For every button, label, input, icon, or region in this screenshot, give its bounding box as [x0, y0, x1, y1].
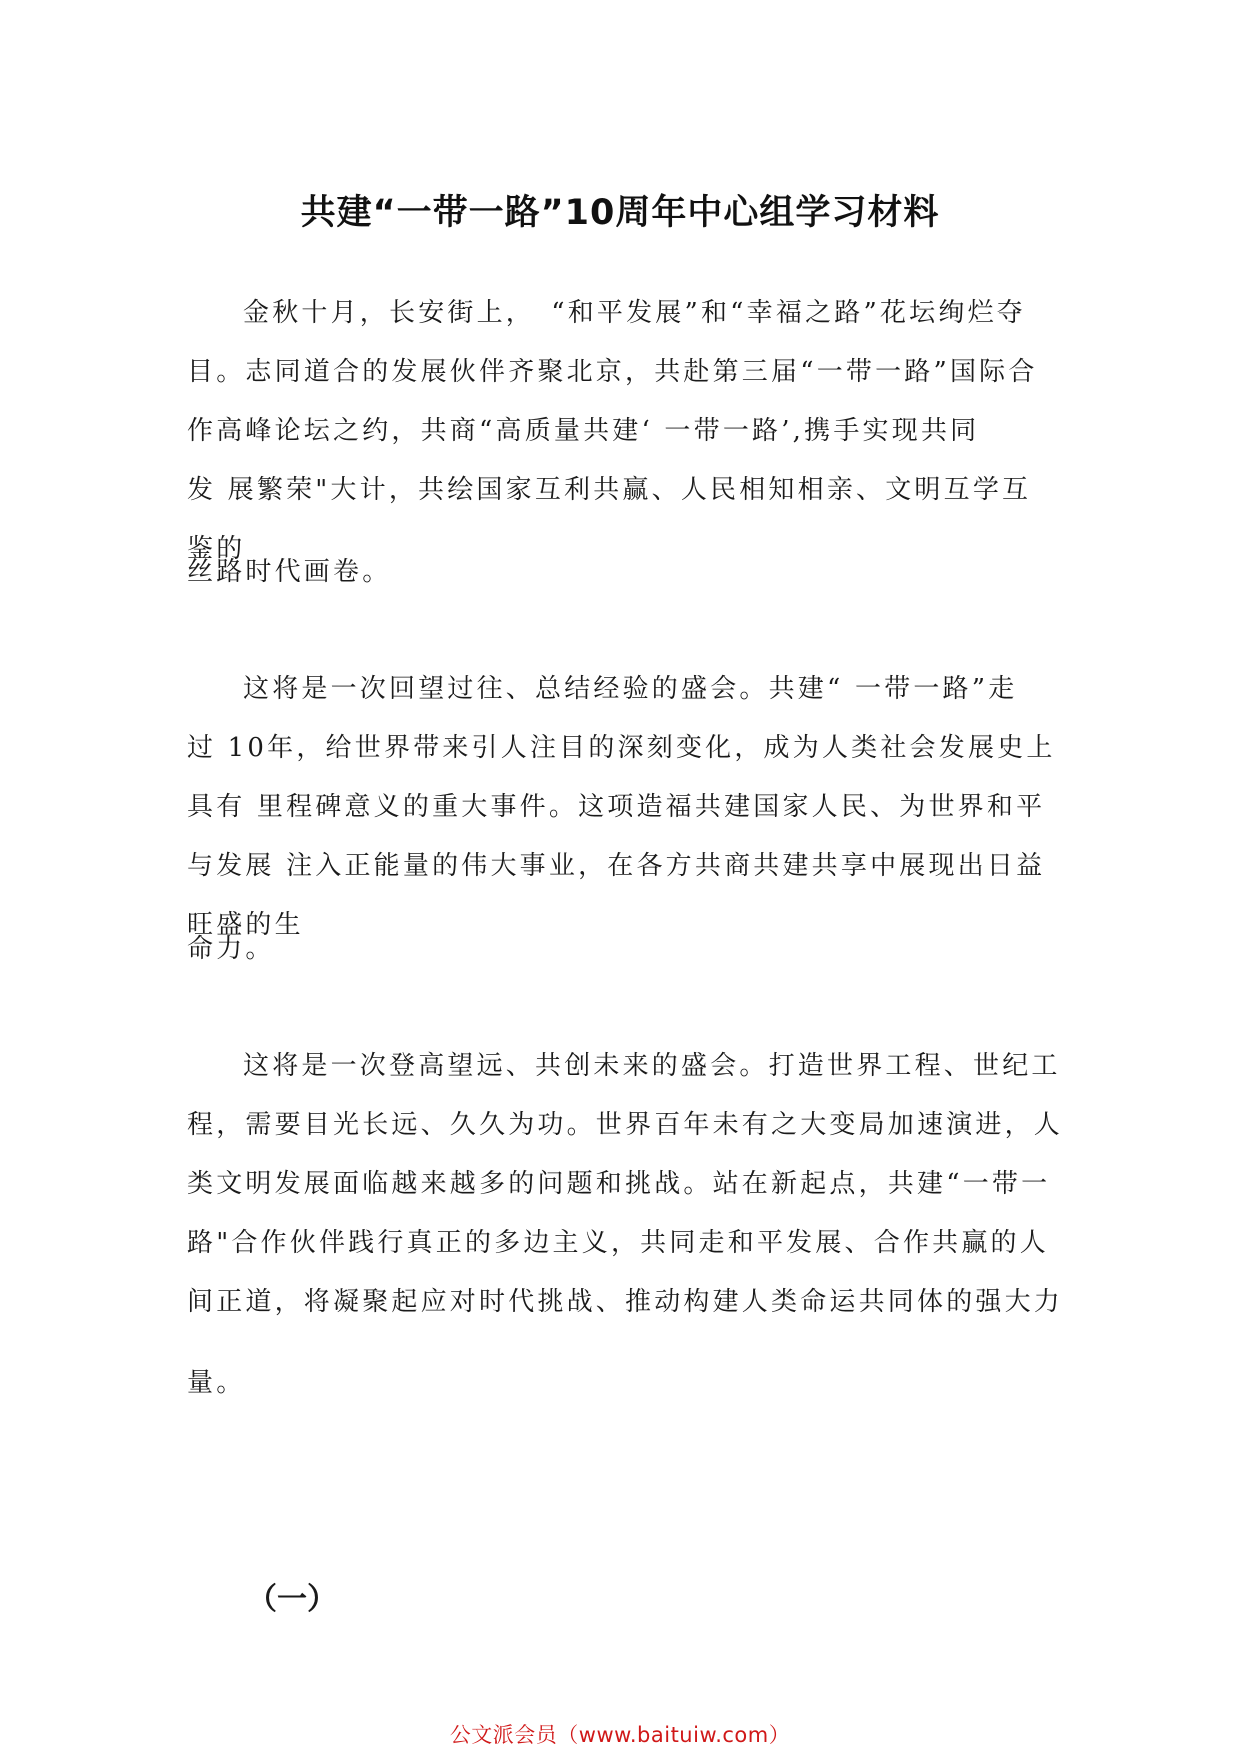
footer-watermark: 公文派会员（www.baituiw.com）: [449, 1723, 791, 1747]
paragraph-2: [187, 660, 1056, 955]
paragraph-3-tail: 量。: [187, 1368, 246, 1398]
paragraph-line: 发 展繁荣"大计，共绘国家互利共赢、人民相知相亲、文明互学互: [187, 475, 1032, 505]
paragraph-line: 旺盛的生: [187, 910, 304, 940]
paragraph-line: 过 10年，给世界带来引人注目的深刻变化，成为人类社会发展史上: [187, 733, 1056, 763]
paragraph-line: 间正道，将凝聚起应对时代挑战、推动构建人类命运共同体的强大力: [187, 1287, 1064, 1317]
paragraph-line: 鉴的: [187, 534, 246, 564]
paragraph-line: 类文明发展面临越来越多的问题和挑战。站在新起点，共建“一带一: [187, 1169, 1051, 1199]
paragraph-1-tail: 丝路时代画卷。: [187, 557, 392, 587]
paragraph-line: 金秋十月，长安街上， “和平发展”和“幸福之路”花坛绚烂夺: [243, 298, 1026, 328]
paragraph-2-tail: 命力。: [187, 934, 275, 964]
paragraph-line: 这将是一次回望过往、总结经验的盛会。共建“ 一带一路”走: [243, 674, 1018, 704]
document-title: 共建“一带一路”10周年中心组学习材料: [300, 193, 940, 233]
paragraph-1: [187, 284, 1049, 579]
paragraph-line: 路"合作伙伴践行真正的多边主义，共同走和平发展、合作共赢的人: [187, 1228, 1049, 1258]
paragraph-3: [187, 1037, 1064, 1332]
paragraph-line: 作高峰论坛之约，共商“高质量共建‘ 一带一路’,携手实现共同: [187, 416, 980, 446]
paragraph-line: 这将是一次登高望远、共创未来的盛会。打造世界工程、世纪工: [243, 1051, 1061, 1081]
section-heading: （一）: [247, 1582, 337, 1617]
paragraph-line: 与发展 注入正能量的伟大事业，在各方共商共建共享中展现出日益: [187, 851, 1046, 881]
paragraph-line: 目。志同道合的发展伙伴齐聚北京，共赴第三届“一带一路”国际合: [187, 357, 1038, 387]
paragraph-line: 具有 里程碑意义的重大事件。这项造福共建国家人民、为世界和平: [187, 792, 1046, 822]
paragraph-line: 程，需要目光长远、久久为功。世界百年未有之大变局加速演进，人: [187, 1110, 1064, 1140]
